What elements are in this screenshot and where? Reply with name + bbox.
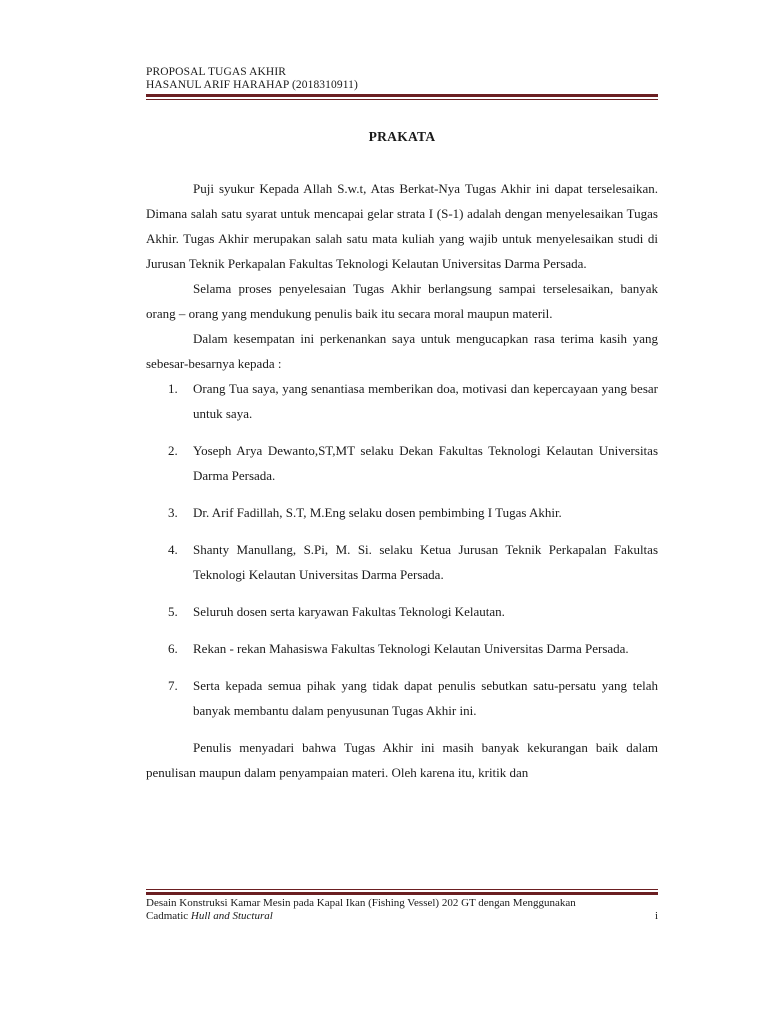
list-number: 6. — [168, 641, 178, 656]
list-text: Serta kepada semua pihak yang tidak dapat penulis sebutkan satu-persatu yang telah banyak membantu dalam penyusunan Tugas Akhir ini. — [193, 678, 658, 718]
header-rule-thick — [146, 94, 658, 97]
paragraph-3 — [146, 326, 658, 376]
page-number: i — [654, 910, 658, 922]
footer-rule-thick — [146, 892, 658, 895]
running-footer — [146, 897, 658, 923]
header-rule-thin — [146, 99, 658, 100]
list-text: Rekan - rekan Mahasiswa Fakultas Teknologi Kelautan Universitas Darma Persada. — [193, 641, 629, 656]
list-item — [146, 376, 658, 426]
list-item — [146, 537, 658, 587]
list-item — [146, 673, 658, 723]
list-item — [146, 599, 658, 624]
list-item — [146, 500, 658, 525]
list-text: Yoseph Arya Dewanto,ST,MT selaku Dekan Fakultas Teknologi Kelautan Universitas Darma Persada. — [193, 443, 658, 483]
page-title: PRAKATA — [368, 129, 436, 144]
header-author: HASANUL ARIF HARAHAP (2018310911) — [146, 79, 358, 91]
paragraph-1 — [146, 176, 658, 276]
footer-line-1: Desain Konstruksi Kamar Mesin pada Kapal Ikan (Fishing Vessel) 202 GT dengan Menggunakan — [146, 897, 576, 909]
acknowledgement-list — [146, 376, 658, 723]
list-text: Seluruh dosen serta karyawan Fakultas Teknologi Kelautan. — [193, 604, 505, 619]
paragraph-4 — [146, 735, 658, 785]
list-number: 4. — [168, 542, 178, 557]
list-item — [146, 636, 658, 661]
footer-rule-thin — [146, 889, 658, 890]
paragraph-1-text: Puji syukur Kepada Allah S.w.t, Atas Berkat-Nya Tugas Akhir ini dapat terselesaikan. Dimana salah satu syarat untuk mencapai gelar strata I (S-1) adalah dengan menyelesaikan Tugas Akhir. Tugas Akhir merupakan salah satu mata kuliah yang wajib untuk menyelesaikan studi di Jurusan Teknik Perkapalan Fakultas Teknologi Kelautan Universitas Darma Persada. — [146, 181, 658, 271]
list-text: Dr. Arif Fadillah, S.T, M.Eng selaku dosen pembimbing I Tugas Akhir. — [193, 505, 562, 520]
list-text: Shanty Manullang, S.Pi, M. Si. selaku Ketua Jurusan Teknik Perkapalan Fakultas Teknologi Kelautan Universitas Darma Persada. — [193, 542, 658, 582]
paragraph-3-text: Dalam kesempatan ini perkenankan saya untuk mengucapkan rasa terima kasih yang sebesar-besarnya kepada : — [146, 331, 658, 371]
document-body — [146, 176, 658, 785]
list-text: Orang Tua saya, yang senantiasa memberikan doa, motivasi dan kepercayaan yang besar untuk saya. — [193, 381, 658, 421]
paragraph-2 — [146, 276, 658, 326]
paragraph-4-text: Penulis menyadari bahwa Tugas Akhir ini masih banyak kekurangan baik dalam penulisan maupun dalam penyampaian materi. Oleh karena itu, kritik dan — [146, 740, 658, 780]
list-number: 1. — [168, 381, 178, 396]
footer-line-2 — [146, 910, 658, 923]
list-number: 7. — [168, 678, 178, 693]
list-number: 2. — [168, 443, 178, 458]
footer-line-2-prefix: Cadmatic — [146, 910, 191, 922]
list-item — [146, 438, 658, 488]
running-header — [146, 66, 358, 92]
paragraph-2-text: Selama proses penyelesaian Tugas Akhir berlangsung sampai terselesaikan, banyak orang – orang yang mendukung penulis baik itu secara moral maupun materil. — [146, 281, 658, 321]
footer-line-2-italic: Hull and Stuctural — [190, 910, 273, 922]
list-number: 3. — [168, 505, 178, 520]
header-title: PROPOSAL TUGAS AKHIR — [146, 66, 287, 78]
list-number: 5. — [168, 604, 178, 619]
